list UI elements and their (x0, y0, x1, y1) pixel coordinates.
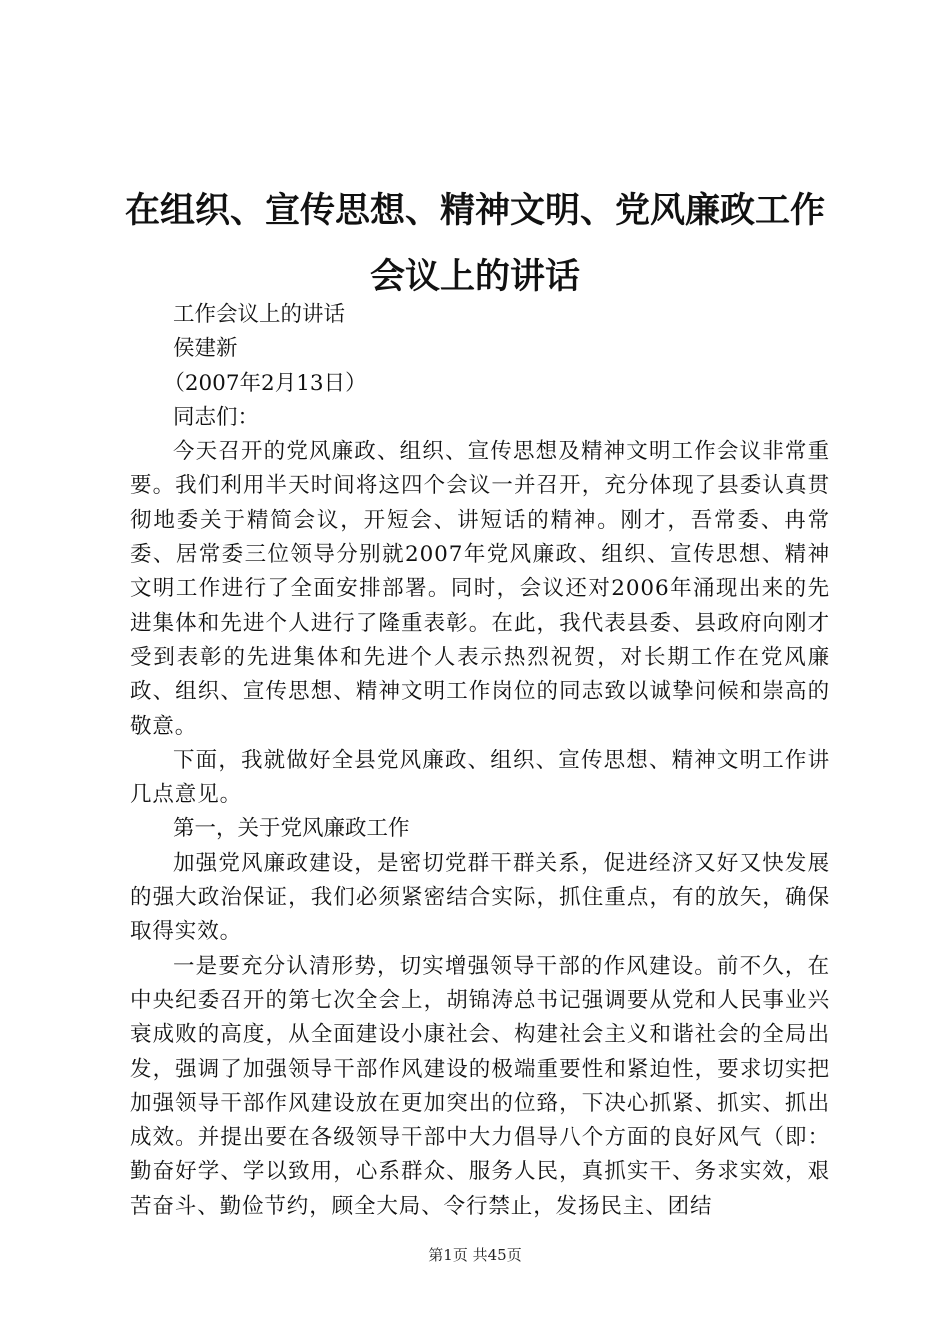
section-heading: 第一，关于党风廉政工作 (173, 816, 410, 842)
speech-date: （2007年2月13日） (163, 370, 367, 396)
salutation: 同志们： (173, 404, 260, 430)
paragraph-intro: 下面，我就做好全县党风廉政、组织、宣传思想、精神文明工作讲几点意见。 (130, 747, 830, 808)
subtitle: 工作会议上的讲话 (173, 302, 346, 327)
title-line-2: 会议上的讲话 (369, 256, 580, 297)
page-footer (0, 1245, 950, 1265)
paragraph-opening: 今天召开的党风廉政、组织、宣传思想及精神文明工作会议非常重要。我们利用半天时间将这四个会议一并召开，充分体现了县委认真贯彻地委关于精简会议，开短会、讲短话的精神。刚才，吾常委、冉常委、居常委三位领导分别就2007年党风廉政、组织、宣传思想、精神文明工作进行了全面安排部署。同时，会议还对2006年涌现出来的先进集体和先进个人进行了隆重表彰。在此，我代表县委、县政府向刚才受到表彰的先进集体和先进个人表示热烈祝贺，对长期工作在党风廉政、组织、宣传思想、精神文明工作岗位的同志致以诚挚问候和崇高的敬意。 (130, 439, 830, 739)
paragraph-point-one: 一是要充分认清形势，切实增强领导干部的作风建设。前不久，在中央纪委召开的第七次全会上，胡锦涛总书记强调要从党和人民事业兴衰成败的高度，从全面建设小康社会、构建社会主义和谐社会的全局出发，强调了加强领导干部作风建设的极端重要性和紧迫性，要求切实把加强领导干部作风建设放在更加突出的位臵，下决心抓紧、抓实、抓出成效。并提出要在各级领导干部中大力倡导八个方面的良好风气（即：勤奋好学、学以致用，心系群众、服务人民，真抓实干、务求实效，艰苦奋斗、勤俭节约，顾全大局、令行禁止，发扬民主、团结 (130, 953, 830, 1219)
author: 侯建新 (173, 336, 238, 362)
document-body (130, 298, 830, 1224)
paragraph-section-intro: 加强党风廉政建设，是密切党群干群关系，促进经济又好又快发展的强大政治保证，我们必须紧密结合实际，抓住重点，有的放矢，确保取得实效。 (130, 850, 830, 945)
document-title (110, 178, 840, 310)
page-number: 第1页 共45页 (428, 1246, 522, 1264)
title-line-1: 在组织、宣传思想、精神文明、党风廉政工作 (124, 190, 825, 231)
